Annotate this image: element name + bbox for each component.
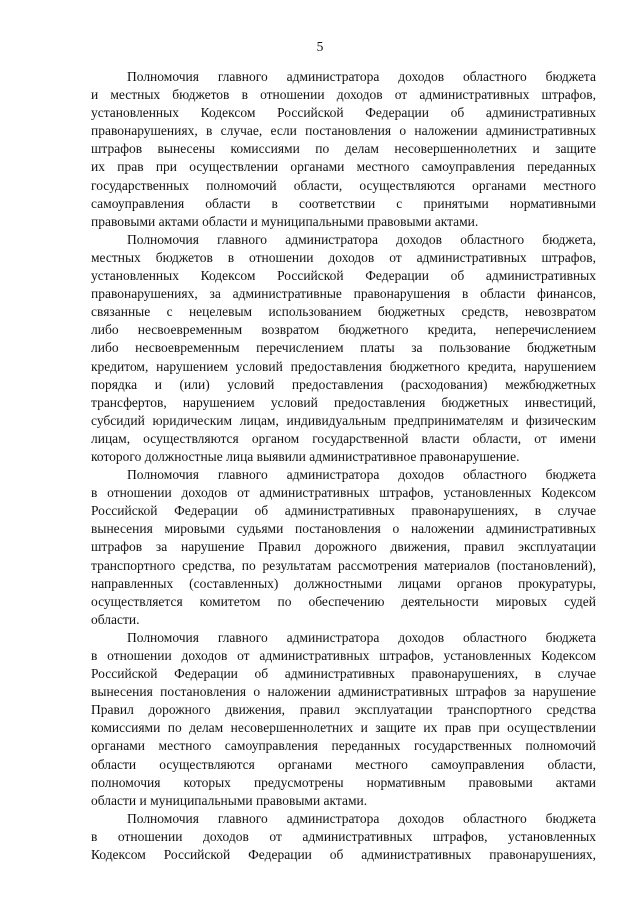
text-line: вынесения постановления о наложении административных штрафов за нарушение	[91, 684, 596, 700]
text-line: либо несвоевременным возвратом бюджетного кредита, неперечислением	[91, 322, 596, 338]
text-line: трансфертов, нарушением условий предоставления бюджетных инвестиций,	[91, 394, 596, 410]
text-line: установленных Кодексом Российской Федерации об административных	[91, 268, 596, 284]
text-line: осуществляется комитетом по обеспечению деятельности мировых судей	[91, 593, 596, 609]
paragraph	[91, 68, 596, 231]
text-line: субсидий юридическим лицам, индивидуальным предпринимателям и физическим	[91, 412, 596, 428]
text-line: кредитом, нарушением условий предоставления бюджетного кредита, нарушением	[91, 358, 596, 374]
text-line: Кодексом Российской Федерации об административных правонарушениях,	[91, 847, 596, 863]
text-line: и местных бюджетов в отношении доходов от административных штрафов,	[91, 87, 596, 103]
text-line: в отношении доходов от административных штрафов, установленных	[91, 828, 596, 844]
text-line: Полномочия главного администратора доходов областного бюджета	[127, 810, 596, 826]
document-body	[91, 68, 596, 864]
text-line: местных бюджетов в отношении доходов от административных штрафов,	[91, 249, 596, 265]
paragraph	[91, 629, 596, 810]
text-line: связанные с нецелевым использованием бюджетных средств, невозвратом	[91, 304, 596, 320]
text-line: самоуправления области в соответствии с принятыми нормативными	[91, 195, 596, 211]
text-line: либо несвоевременным перечислением платы за пользование бюджетным	[91, 340, 596, 356]
text-line: области и муниципальными правовыми актами.	[91, 792, 368, 808]
text-line: в отношении доходов от административных штрафов, установленных Кодексом	[91, 485, 596, 501]
paragraph	[91, 466, 596, 629]
text-line: транспортного средства, по результатам рассмотрения материалов (постановлений),	[91, 557, 596, 573]
text-line: полномочия которых предусмотрены нормативным правовыми актами	[91, 774, 596, 790]
text-line: установленных Кодексом Российской Федерации об административных	[91, 105, 596, 121]
text-line: правонарушениях, за административные правонарушения в области финансов,	[91, 286, 596, 302]
text-line: направленных (составленных) должностными лицами органов прокуратуры,	[91, 575, 596, 591]
text-line: Полномочия главного администратора доходов областного бюджета,	[127, 231, 596, 247]
text-line: Полномочия главного администратора доходов областного бюджета	[127, 69, 596, 84]
text-line: Российской Федерации об административных правонарушениях, в случае	[91, 503, 596, 519]
text-line: области.	[91, 611, 140, 627]
text-line: которого должностные лица выявили административное правонарушение.	[91, 448, 520, 464]
text-line: Полномочия главного администратора доходов областного бюджета	[127, 467, 596, 483]
text-line: органами местного самоуправления переданных государственных полномочий	[91, 738, 596, 754]
text-line: государственных полномочий области, осуществляются органами местного	[91, 177, 596, 193]
text-line: правовыми актами области и муниципальными правовыми актами.	[91, 213, 479, 229]
text-line: Правил дорожного движения, правил эксплуатации транспортного средства	[91, 702, 596, 718]
text-line: комиссиями по делам несовершеннолетних и защите их прав при осуществлении	[91, 720, 596, 736]
text-line: лицам, осуществляются органом государственной власти области, от имени	[91, 430, 596, 446]
text-line: области осуществляются органами местного самоуправления области,	[91, 756, 596, 772]
paragraph	[91, 231, 596, 466]
text-line: Полномочия главного администратора доходов областного бюджета	[127, 629, 596, 645]
text-line: правонарушениях, в случае, если постановления о наложении административных	[91, 123, 596, 139]
text-line: их прав при осуществлении органами местного самоуправления переданных	[91, 159, 596, 175]
text-line: Российской Федерации об административных правонарушениях, в случае	[91, 666, 596, 682]
text-line: штрафов за нарушение Правил дорожного движения, правил эксплуатации	[91, 539, 596, 555]
page-number: 5	[316, 39, 324, 54]
text-line: порядка и (или) условий предоставления (расходования) межбюджетных	[91, 376, 596, 392]
text-line: в отношении доходов от административных штрафов, установленных Кодексом	[91, 648, 596, 663]
text-line: вынесения мировыми судьями постановления о наложении административных	[91, 521, 596, 537]
text-line: штрафов вынесены комиссиями по делам несовершеннолетних и защите	[91, 141, 596, 157]
paragraph	[91, 810, 596, 864]
